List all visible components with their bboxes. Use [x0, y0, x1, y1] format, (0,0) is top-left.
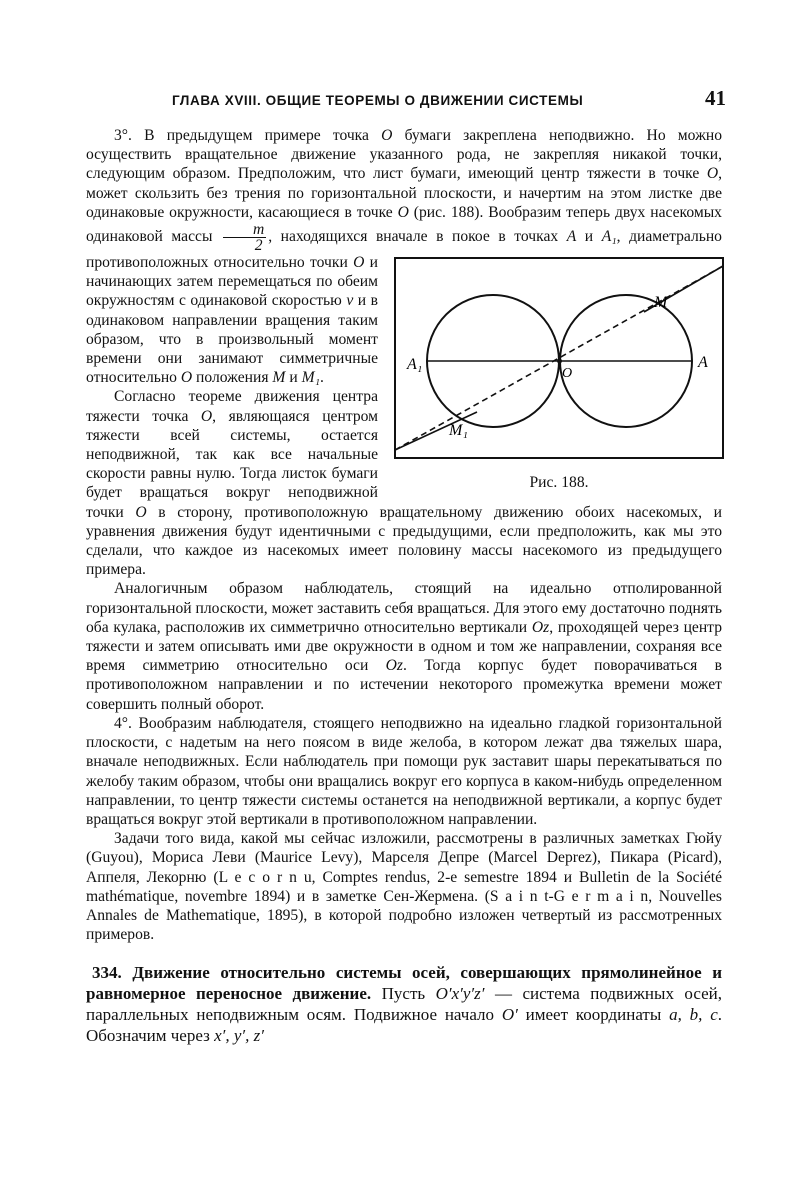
point-O: O — [200, 407, 213, 425]
section-title: Движение относительно системы осей, совершающих прямолинейное и равномерное переносное движение. — [86, 963, 723, 1004]
page-number: 41 — [705, 86, 726, 110]
axis-Oz: Oz — [385, 657, 403, 675]
point-O: O — [397, 203, 409, 221]
point-O: O — [180, 369, 193, 387]
body-text — [86, 126, 722, 1046]
label-A: A — [698, 354, 708, 372]
mass-fraction: $\frac{m}{2}$ — [223, 222, 266, 253]
moving-axes: O′x′y′z′ — [435, 984, 485, 1004]
section-334: 334. Движение относительно системы осей, совершающих прямолинейное и равномерное переносное движение. Пусть O′x′y′z′ — система подвижных осей, параллельных неподвижным осям. Подвижное начало O′ имеет координаты a, b, c. Обозначим через x′, y′, z′ — [86, 963, 723, 1046]
point-O-mark — [557, 359, 562, 364]
point-O: O — [135, 503, 147, 521]
section-number: 334. — [92, 963, 122, 983]
point-A: A — [566, 228, 577, 246]
label-M: M — [654, 294, 668, 312]
axis-Oz: Oz — [531, 618, 550, 636]
point-M1: M₁ — [301, 369, 320, 387]
point-O: O — [706, 165, 719, 183]
moving-origin: O′ — [501, 1005, 518, 1025]
velocity-v: v — [346, 292, 354, 310]
figure-caption: Рис. 188. — [529, 474, 589, 492]
paragraph-4: 4°. Вообразим наблюдателя, стоящего неподвижно на идеально гладкой горизонтальной плоскости, с надетым на него поясом в виде желоба, в котором лежат два тяжелых шара, вначале неподвижных. Если наблюдатель при помощи рук заставит шары перекатываться по желобу таким образом, чтобы они вращались вокруг его корпуса в каком-нибудь определенном направлении, то центр тяжести системы останется на неподвижной вертикали, а корпус будет вращаться вокруг этой вертикали в противоположном направлении. — [86, 714, 722, 828]
page-header — [86, 86, 726, 112]
paragraph-center-of-mass: Согласно теореме движения центра тяжести точка O, являющаяся центром тяжести всей системы, остается неподвижной, так как все начальные скорости равны нулю. Тогда листок бумаги будет вращаться вокруг неподвижной точки O в сторону, противоположную вращательному движению обоих насекомых, и уравнения движения будут идентичными с предыдущими, если предположить, как мы это сделали, что каждое из насекомых имеет половину массы насекомого из предыдущего примера. — [86, 388, 722, 579]
label-O: O — [562, 366, 573, 382]
paragraph-references: Задачи того вида, какой мы сейчас изложили, рассмотрены в различных заметках Гюйу (Guyou), Мориса Леви (Maurice Levy), Марселя Депре (Marcel Deprez), Пикара (Picard), Аппеля, Лекорню (L e c o r n u, Comptes rendus, 2-e semestre 1894 и Bulletin de la Société mathématique, novembre 1894) и в заметке Сен-Жермена. (S a i n t-G e r m a i n, Nouvelles Annales de Mathematique, 1895), в которой подробно изложен четвертый из рассмотренных примеров. — [86, 830, 722, 944]
point-M: M — [272, 369, 286, 387]
point-O: O — [381, 127, 393, 144]
point-O: O — [353, 254, 365, 272]
figure-188 — [392, 255, 726, 493]
coordinates-xyz: x′, y′, z′ — [214, 1026, 264, 1046]
label-M1: M₁ — [449, 422, 468, 440]
figure-188-diagram — [392, 255, 726, 461]
paragraph-3: 3°. В предыдущем примере точка O бумаги закреплена неподвижно. Но можно осуществить вращательное движение указанного рода, не закрепляя никакой точки, следующим образом. Предположим, что лист бумаги, имеющий центр тяжести в точке O, может скользить без трения по горизонтальной плоскости, и начертим на этом листке две одинаковые окружности, касающиеся в точке O (рис. 188). Вообразим теперь двух насекомых одинаковой массы $\frac{m}{2}$ , находящихся вначале в покое в точках A и A₁, диаметрально противоположных относительно точки O A₁ A O M M₁ Рис. 188. и начинающих затем перемещаться по обеим окружностям с одинаковой скоростью v и в одинаковом направлении вращения таким образом, что в произвольный момент времени они занимают симметричные относительно O положения M и M₁. — [86, 126, 722, 387]
coordinates-abc: a, b, c — [669, 1005, 718, 1025]
paragraph-observer: Аналогичным образом наблюдатель, стоящий на идеально отполированной горизонтальной плоскости, может заставить себя вращаться. Для этого ему достаточно поднять оба кулака, расположив их симметрично относительно вертикали Oz, проходящей через центр тяжести и затем описывать ими две окружности в одном и том же направлении, сохраняя все время симметрию относительно оси Oz. Тогда корпус будет поворачиваться в противоположном направлении и по истечении некоторого промежутка времени может совершить полный оборот. — [86, 580, 722, 713]
point-A1: A₁ — [601, 228, 617, 246]
label-A1: A₁ — [407, 356, 423, 374]
running-head: ГЛАВА XVIII. ОБЩИЕ ТЕОРЕМЫ О ДВИЖЕНИИ СИСТЕМЫ — [172, 93, 584, 108]
